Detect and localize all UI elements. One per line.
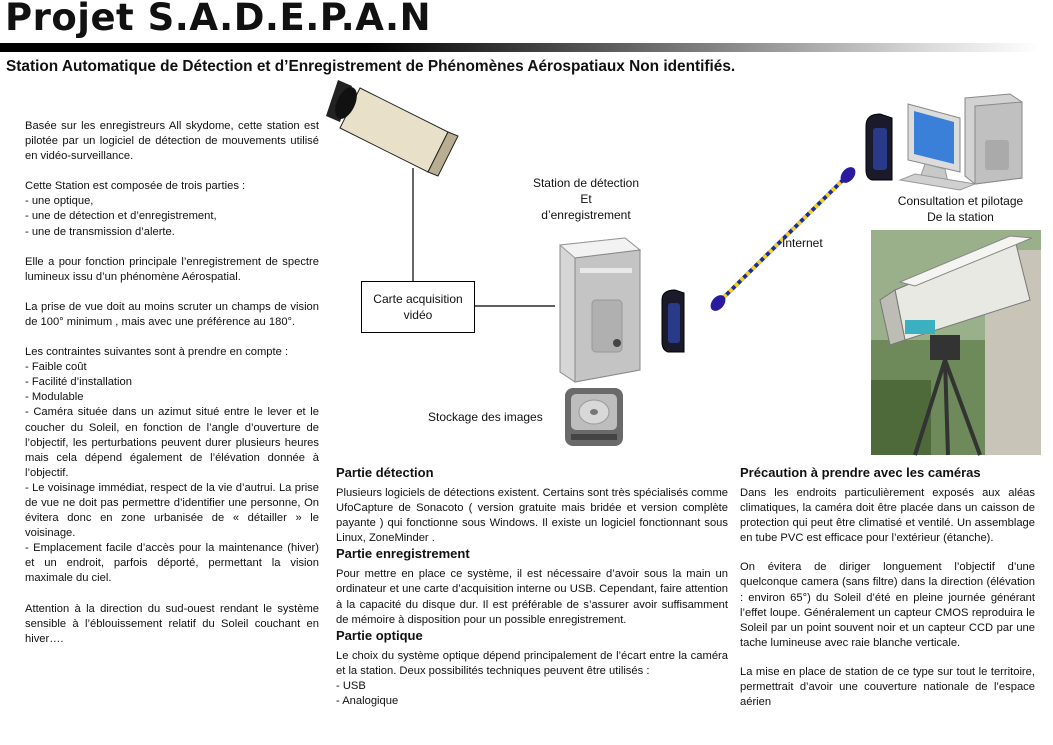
consultation-label-line: De la station (927, 210, 994, 224)
optics-list (336, 679, 728, 709)
camera-precautions-heading: Précaution à prendre avec les caméras (740, 465, 981, 480)
storage-label: Stockage des images (428, 410, 543, 424)
computer-tower-icon (560, 238, 640, 382)
optics-body: Le choix du système optique dépend principalement de l’écart entre la caméra et la station. Deux possibilités techniques peuvent être utilisés : (336, 649, 728, 677)
capture-card-label-line: vidéo (403, 308, 433, 322)
remote-capture-device-icon (866, 114, 892, 180)
detection-body: Plusieurs logiciels de détections existent. Certains sont très spécialisés comme UfoCapture de Sonacoto ( version gratuite mais bridée et version complète payante ) qui fonctionne sous Windows. Il existe un logiciel fonctionnant sous Linux, ZoneMinder . (336, 487, 728, 545)
recording-body: Pour mettre en place ce système, il est nécessaire d’avoir sous la main un ordinateur et une carte d’acquisition interne ou USB. Cependant, faire attention à la capacité du disque dur. Il est préférable de s’assurer avoir suffisamment de mémoire à disposition pour un possible enregistrement. (336, 568, 728, 626)
station-label-line: Et (580, 192, 592, 206)
constraints-line: - Emplacement facile d’accès pour la maintenance (hiver) et un endroit, parfois déporté, permettant la vision maximale du ciel. (25, 542, 319, 585)
consultation-label (893, 193, 1028, 225)
constraints-line: - Le voisinage immédiat, respect de la vie d’autrui. La prise de vue ne doit pas permettre d’identifier une personne, On évitera donc en zone urbanisée de « détailler » le voisinage. (25, 481, 319, 540)
capture-card-label-line: Carte acquisition (373, 292, 463, 306)
parts-line: - une optique, (25, 195, 94, 208)
parts-line: Cette Station est composée de trois parties : (25, 180, 246, 193)
station-label-line: d’enregistrement (541, 208, 631, 222)
field-of-view-paragraph: La prise de vue doit au moins scruter un champs de vision de 100° minimum , mais avec une préférence au 180°. (25, 300, 319, 328)
middle-column (336, 465, 728, 709)
page-title: Projet S.A.D.E.P.A.N (5, 0, 432, 39)
hard-drive-icon (565, 388, 623, 446)
constraints-line: - Facilité d’installation (25, 376, 132, 389)
precautions-paragraph-2: On évitera de diriger longuement l’objectif d’une quelconque camera (sans filtre) dans la direction (élévation : environ 65°) du Soleil d’été en pleine journée générant l’effet loupe. Généralement un capteur CMOS reproduira le Soleil par un point souvent noir et un capteur CCD par une tache lumineuse avec raie blanche verticale. (740, 561, 1035, 649)
internet-label: Internet (782, 236, 823, 250)
station-label (527, 175, 645, 223)
function-paragraph: Elle a pour fonction principale l’enregistrement de spectre lumineux issu d’un phénomène Aérospatial. (25, 255, 319, 283)
recording-heading: Partie enregistrement (336, 546, 470, 562)
optics-item: - Analogique (336, 695, 399, 708)
consultation-label-line: Consultation et pilotage (897, 194, 1024, 208)
station-label-line: Station de détection (532, 176, 640, 190)
capture-card-box (361, 281, 475, 333)
remote-computer-tower-icon (965, 94, 1022, 184)
precautions-paragraph-3: La mise en place de station de ce type sur tout le territoire, permettrait d’avoir une couverture nationale de l’espace aérien (740, 665, 1035, 709)
parts-line: - une de transmission d’alerte. (25, 225, 175, 238)
intro-paragraph: Basée sur les enregistreurs All skydome, cette station est pilotée par un logiciel de détection de mouvements utilisé en vidéo-surveillance. (25, 120, 319, 163)
monitor-icon (900, 104, 975, 190)
constraints-line: Les contraintes suivantes sont à prendre en compte : (25, 346, 289, 359)
constraints-line: - Modulable (25, 391, 84, 404)
capture-device-icon (662, 290, 684, 352)
camera-icon (326, 80, 458, 176)
optics-heading: Partie optique (336, 627, 423, 643)
optics-item: - USB (336, 679, 366, 692)
page-subtitle: Station Automatique de Détection et d’Enregistrement de Phénomènes Aérospatiaux Non identifiés. (6, 58, 736, 75)
constraints-line: - Caméra située dans un azimut situé entre le lever et le coucher du Soleil, en fonction de l’angle d’ouverture de l’objectif, les perturbations peuvent durer plusieurs heures mais cela dépend également de l’élévation donnée à l’objectif. (25, 406, 319, 479)
right-column (740, 465, 1035, 710)
precautions-paragraph-1: Dans les endroits particulièrement exposés aux aléas climatiques, la caméra doit être placée dans un caisson de protection qui peut être climatisé et ventilé. Un assemblage en tube PVC est efficace pour l’extérieur (étanche). (740, 487, 1035, 545)
detection-heading: Partie détection (336, 465, 434, 480)
constraints-line: - Faible coût (25, 361, 87, 374)
warning-paragraph: Attention à la direction du sud-ouest rendant le système sensible à l’éblouissement relatif du Soleil couchant en hiver…. (25, 602, 319, 645)
camera-housing-photo (871, 230, 1041, 455)
parts-line: - une de détection et d’enregistrement, (25, 210, 217, 223)
